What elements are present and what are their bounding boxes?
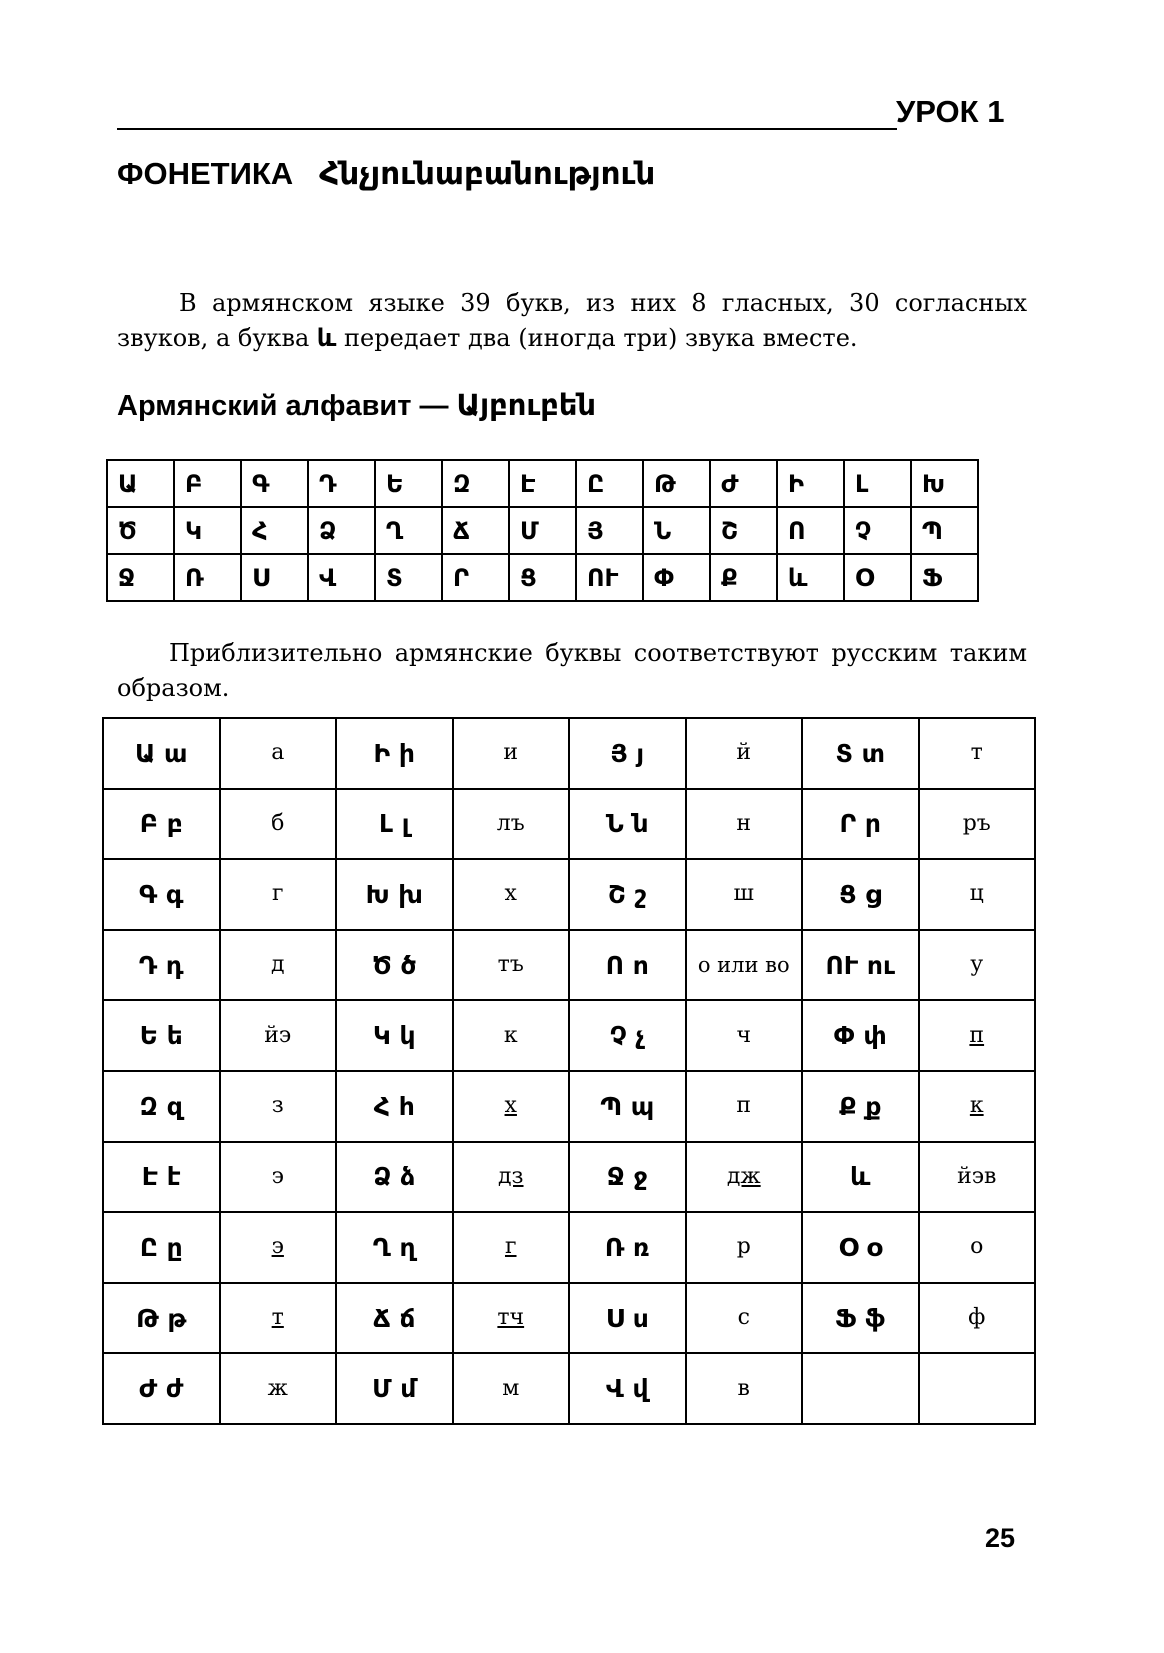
armenian-letter-cell: Չ չ — [569, 1000, 686, 1071]
alphabet-title-hy: Այբուբեն — [456, 388, 597, 422]
russian-sound: м — [502, 1375, 520, 1401]
alphabet-letter: Ֆ — [911, 554, 978, 601]
section-title — [117, 156, 655, 192]
russian-sound-cell — [686, 1283, 803, 1354]
russian-sound-cell — [686, 1071, 803, 1142]
russian-sound-cell — [220, 718, 337, 789]
russian-sound-cell — [220, 859, 337, 930]
letter-mapping-table — [102, 717, 1036, 1425]
russian-sound: п — [736, 1093, 752, 1119]
russian-sound-cell — [220, 930, 337, 1001]
armenian-letter-cell: Ֆ ֆ — [802, 1283, 919, 1354]
russian-sound-cell — [686, 789, 803, 860]
intro-letter: և — [316, 324, 337, 352]
mapping-row — [103, 1071, 1035, 1142]
russian-sound-cell — [919, 930, 1036, 1001]
alphabet-letter: Խ — [911, 460, 978, 507]
alphabet-letter: Վ — [308, 554, 375, 601]
armenian-letter-cell: Խ խ — [336, 859, 453, 930]
mapping-row — [103, 1353, 1035, 1424]
alphabet-letter: Հ — [241, 507, 308, 554]
armenian-letter-cell: և — [802, 1142, 919, 1213]
russian-sound-cell — [220, 1071, 337, 1142]
alphabet-letter: Ծ — [107, 507, 174, 554]
russian-sound-cell — [453, 1000, 570, 1071]
alphabet-letter: Ի — [777, 460, 844, 507]
armenian-letter-cell: Կ կ — [336, 1000, 453, 1071]
alphabet-letter: Փ — [643, 554, 710, 601]
armenian-letter-cell: Հ հ — [336, 1071, 453, 1142]
armenian-letter-cell: Ք ք — [802, 1071, 919, 1142]
section-title-ru: ФОНЕТИКА — [117, 156, 294, 191]
mapping-row — [103, 1212, 1035, 1283]
russian-sound-cell — [453, 1283, 570, 1354]
russian-sound: и — [503, 740, 519, 766]
armenian-letter-cell: Օ օ — [802, 1212, 919, 1283]
russian-sound: т — [970, 740, 983, 766]
armenian-letter-cell — [802, 1353, 919, 1424]
mapping-row — [103, 859, 1035, 930]
russian-sound: ч — [736, 1022, 752, 1048]
alphabet-row — [107, 507, 978, 554]
armenian-letter-cell: Ճ ճ — [336, 1283, 453, 1354]
alphabet-title — [117, 388, 596, 423]
russian-sound: й — [736, 740, 752, 766]
russian-sound-cell — [686, 859, 803, 930]
alphabet-letter: Ձ — [308, 507, 375, 554]
armenian-letter-cell: Ժ ժ — [103, 1353, 220, 1424]
armenian-letter-cell: Զ զ — [103, 1071, 220, 1142]
alphabet-letter: Ր — [442, 554, 509, 601]
russian-sound-cell — [453, 718, 570, 789]
armenian-letter-cell: Ի ի — [336, 718, 453, 789]
section-title-hy: Հնչյունաբանություն — [319, 156, 656, 192]
armenian-letter-cell: Ա ա — [103, 718, 220, 789]
russian-sound-cell — [686, 930, 803, 1001]
russian-sound-cell — [220, 1283, 337, 1354]
armenian-letter-cell: Ն ն — [569, 789, 686, 860]
russian-sound-cell — [686, 1212, 803, 1283]
russian-sound: э — [271, 1234, 284, 1260]
russian-sound: о или во — [697, 953, 790, 978]
russian-sound-cell — [919, 718, 1036, 789]
armenian-letter-cell: Ո ո — [569, 930, 686, 1001]
alphabet-letter: Չ — [844, 507, 911, 554]
russian-sound-cell — [919, 1000, 1036, 1071]
alphabet-letter: Լ — [844, 460, 911, 507]
russian-sound: ш — [733, 881, 754, 907]
alphabet-letter: Ռ — [174, 554, 241, 601]
alphabet-letter: Ճ — [442, 507, 509, 554]
armenian-letter-cell: Ծ ծ — [336, 930, 453, 1001]
russian-sound-cell — [453, 1142, 570, 1213]
alphabet-title-ru: Армянский алфавит — — [117, 390, 457, 422]
alphabet-letter: Է — [509, 460, 576, 507]
alphabet-row — [107, 554, 978, 601]
russian-sound-cell — [453, 1212, 570, 1283]
russian-sound-cell — [453, 930, 570, 1001]
alphabet-row — [107, 460, 978, 507]
russian-sound-cell — [919, 1071, 1036, 1142]
alphabet-grid — [106, 459, 979, 602]
alphabet-letter: Ժ — [710, 460, 777, 507]
armenian-letter-cell: Մ մ — [336, 1353, 453, 1424]
russian-sound: ф — [968, 1305, 986, 1331]
armenian-letter-cell: Դ դ — [103, 930, 220, 1001]
armenian-letter-cell: Ձ ձ — [336, 1142, 453, 1213]
russian-sound: йэв — [957, 1163, 997, 1189]
armenian-letter-cell: Ե ե — [103, 1000, 220, 1071]
russian-sound: тч — [497, 1305, 525, 1331]
header-rule — [117, 128, 897, 130]
alphabet-letter: Ա — [107, 460, 174, 507]
russian-sound: а — [271, 740, 285, 766]
page-number: 25 — [985, 1523, 1016, 1553]
russian-sound: х — [504, 881, 517, 907]
russian-sound: р — [736, 1234, 751, 1260]
alphabet-letter: ՈՒ — [576, 554, 643, 601]
russian-sound-cell — [453, 859, 570, 930]
russian-sound: д — [270, 952, 285, 978]
armenian-letter-cell: Ջ ջ — [569, 1142, 686, 1213]
alphabet-letter: Ո — [777, 507, 844, 554]
intro-text-before: В армянском языке 39 букв, из них 8 гласных, 30 согласных звуков, а буква — [117, 289, 1027, 352]
russian-sound-cell — [919, 1212, 1036, 1283]
alphabet-letter: Շ — [710, 507, 777, 554]
mapping-row — [103, 1142, 1035, 1213]
russian-sound: ж — [267, 1375, 288, 1401]
russian-sound-cell — [686, 1142, 803, 1213]
russian-sound-cell — [220, 1142, 337, 1213]
russian-sound-cell — [919, 1353, 1036, 1424]
russian-sound-cell — [919, 789, 1036, 860]
armenian-letter-cell: Ռ ռ — [569, 1212, 686, 1283]
alphabet-letter: Դ — [308, 460, 375, 507]
armenian-letter-cell: Թ թ — [103, 1283, 220, 1354]
armenian-letter-cell: Ս ս — [569, 1283, 686, 1354]
russian-sound: ц — [969, 881, 984, 907]
russian-sound: г — [504, 1234, 517, 1260]
armenian-letter-cell: Վ վ — [569, 1353, 686, 1424]
russian-sound-cell — [453, 1071, 570, 1142]
russian-sound-cell — [220, 1000, 337, 1071]
russian-sound: г — [271, 881, 284, 907]
approx-paragraph: Приблизительно армянские буквы соответствуют русским таким образом. — [117, 639, 1027, 702]
alphabet-letter: Թ — [643, 460, 710, 507]
russian-sound: з — [271, 1093, 284, 1119]
armenian-letter-cell: Յ յ — [569, 718, 686, 789]
alphabet-letter: Ց — [509, 554, 576, 601]
russian-sound-cell — [686, 1000, 803, 1071]
mapping-row — [103, 1000, 1035, 1071]
armenian-letter-cell: Պ պ — [569, 1071, 686, 1142]
armenian-letter-cell: Շ շ — [569, 859, 686, 930]
armenian-letter-cell: Ղ ղ — [336, 1212, 453, 1283]
russian-sound-cell — [686, 1353, 803, 1424]
russian-sound: тъ — [497, 952, 524, 978]
mapping-row — [103, 718, 1035, 789]
russian-sound: дж — [726, 1163, 761, 1189]
armenian-letter-cell: Գ գ — [103, 859, 220, 930]
alphabet-letter: Բ — [174, 460, 241, 507]
alphabet-letter: Զ — [442, 460, 509, 507]
russian-sound: к — [503, 1022, 518, 1048]
armenian-letter-cell: Բ բ — [103, 789, 220, 860]
armenian-letter-cell: Ց ց — [802, 859, 919, 930]
russian-sound: к — [969, 1093, 984, 1119]
russian-sound-cell — [686, 718, 803, 789]
russian-sound-cell — [919, 1142, 1036, 1213]
russian-sound-cell — [919, 1283, 1036, 1354]
russian-sound: в — [737, 1375, 750, 1401]
russian-sound-cell — [453, 1353, 570, 1424]
russian-sound-cell — [220, 1212, 337, 1283]
russian-sound: б — [271, 810, 285, 836]
alphabet-letter: Տ — [375, 554, 442, 601]
intro-text-after: передает два (иногда три) звука вместе. — [336, 324, 858, 352]
mapping-row — [103, 930, 1035, 1001]
alphabet-letter: Պ — [911, 507, 978, 554]
lesson-label: УРОК 1 — [896, 94, 1005, 129]
russian-sound: п — [969, 1022, 985, 1048]
armenian-letter-cell: Տ տ — [802, 718, 919, 789]
alphabet-letter: Ղ — [375, 507, 442, 554]
russian-sound: э — [271, 1163, 284, 1189]
alphabet-letter: Ն — [643, 507, 710, 554]
armenian-letter-cell: ՈՒ ու — [802, 930, 919, 1001]
alphabet-letter: Կ — [174, 507, 241, 554]
russian-sound-cell — [453, 789, 570, 860]
intro-paragraph — [117, 286, 1027, 356]
alphabet-letter: Ը — [576, 460, 643, 507]
russian-sound: т — [271, 1305, 284, 1331]
russian-sound: дз — [497, 1163, 524, 1189]
russian-sound-cell — [220, 789, 337, 860]
alphabet-letter: Ս — [241, 554, 308, 601]
armenian-letter-cell: Է է — [103, 1142, 220, 1213]
armenian-letter-cell: Ը ը — [103, 1212, 220, 1283]
armenian-letter-cell: Փ փ — [802, 1000, 919, 1071]
alphabet-letter: Ք — [710, 554, 777, 601]
mapping-row — [103, 1283, 1035, 1354]
russian-sound-cell — [919, 859, 1036, 930]
alphabet-letter: Մ — [509, 507, 576, 554]
alphabet-letter: և — [777, 554, 844, 601]
alphabet-letter: Օ — [844, 554, 911, 601]
russian-sound-cell — [220, 1353, 337, 1424]
mapping-row — [103, 789, 1035, 860]
russian-sound: х — [504, 1093, 517, 1119]
alphabet-letter: Գ — [241, 460, 308, 507]
armenian-letter-cell: Ր ր — [802, 789, 919, 860]
russian-sound: йэ — [264, 1022, 292, 1048]
alphabet-letter: Յ — [576, 507, 643, 554]
russian-sound: лъ — [496, 810, 525, 836]
russian-sound: о — [970, 1234, 984, 1260]
russian-sound: с — [737, 1305, 750, 1331]
armenian-letter-cell: Լ լ — [336, 789, 453, 860]
russian-sound: н — [736, 810, 752, 836]
russian-sound: ръ — [962, 810, 991, 836]
russian-sound: у — [970, 952, 984, 978]
alphabet-letter: Ջ — [107, 554, 174, 601]
alphabet-letter: Ե — [375, 460, 442, 507]
